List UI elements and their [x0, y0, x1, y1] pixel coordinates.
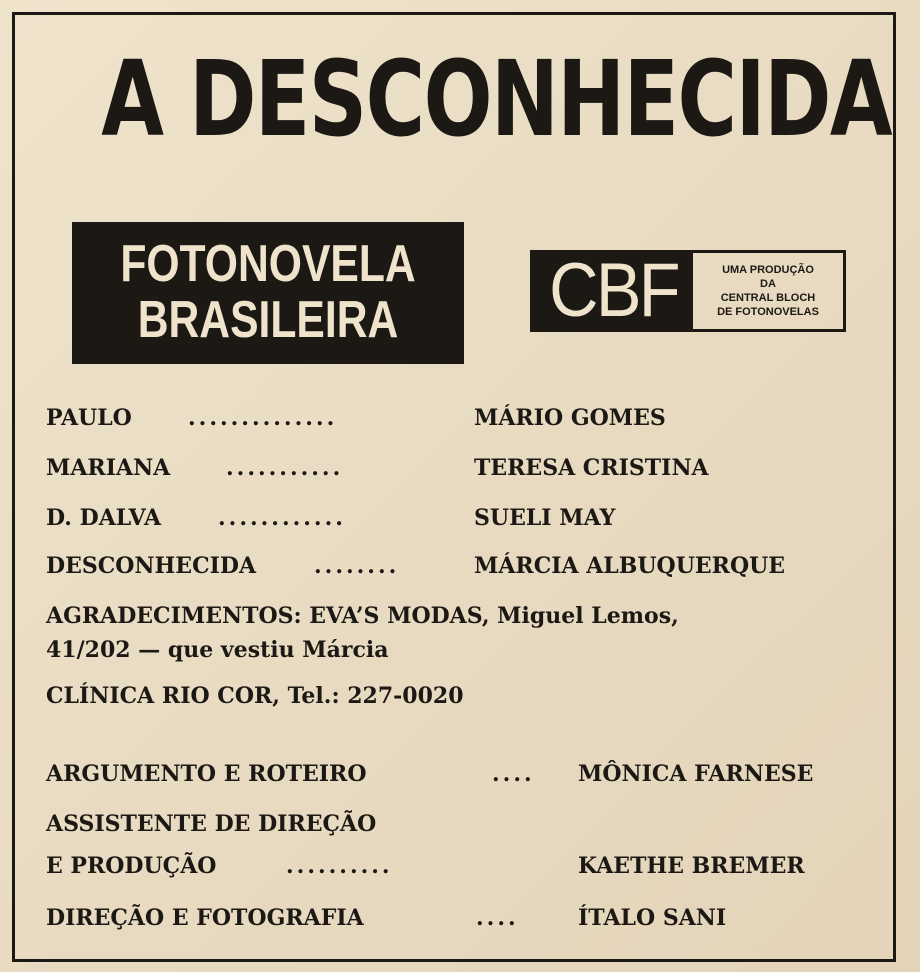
- crew-dots: ..........: [286, 853, 393, 879]
- cast-actor: TERESA CRISTINA: [474, 455, 709, 481]
- cast-actor: MÁRCIA ALBUQUERQUE: [474, 553, 786, 579]
- publisher-line-4: DE FOTONOVELAS: [717, 306, 819, 318]
- cast-role: DESCONHECIDA: [46, 553, 257, 579]
- crew-dots: ....: [492, 761, 535, 787]
- publisher-box: [530, 250, 846, 332]
- crew-person: KAETHE BREMER: [578, 853, 805, 879]
- cast-dots: ...........: [226, 455, 344, 481]
- cast-dots: ............: [218, 505, 346, 531]
- crew-role: E PRODUÇÃO: [46, 853, 217, 879]
- publisher-line-3: CENTRAL BLOCH: [720, 292, 816, 304]
- badge-line-1: FOTONOVELA: [120, 235, 416, 293]
- fotonovela-badge: [72, 222, 464, 364]
- cast-dots: ..............: [188, 405, 338, 431]
- thanks-text: CLÍNICA RIO COR, Tel.: 227-0020: [46, 683, 464, 709]
- crew-role: ASSISTENTE DE DIREÇÃO: [46, 811, 377, 837]
- badge-line-2: BRASILEIRA: [137, 291, 399, 349]
- crew-role: ARGUMENTO E ROTEIRO: [46, 761, 367, 787]
- publisher-line-1: UMA PRODUÇÃO: [722, 264, 814, 276]
- cbf-logo: [533, 253, 693, 329]
- cbf-logo-text: CBF: [548, 253, 678, 329]
- cast-actor: SUELI MAY: [474, 505, 616, 531]
- crew-person: MÔNICA FARNESE: [578, 761, 814, 787]
- page-title: A DESCONHECIDA: [101, 38, 892, 160]
- publisher-text: [693, 253, 843, 329]
- crew-person: ÍTALO SANI: [578, 905, 727, 931]
- crew-role: DIREÇÃO E FOTOGRAFIA: [46, 905, 364, 931]
- cast-role: D. DALVA: [46, 505, 162, 531]
- crew-dots: ....: [476, 905, 519, 931]
- cast-role: MARIANA: [46, 455, 171, 481]
- publisher-line-2: DA: [760, 278, 776, 290]
- cast-dots: ........: [314, 553, 400, 579]
- cast-role: PAULO: [46, 405, 132, 431]
- thanks-text: AGRADECIMENTOS: EVA’S MODAS, Miguel Lemos,: [46, 603, 679, 629]
- cast-actor: MÁRIO GOMES: [474, 405, 666, 431]
- thanks-text: 41/202 — que vestiu Márcia: [46, 637, 389, 663]
